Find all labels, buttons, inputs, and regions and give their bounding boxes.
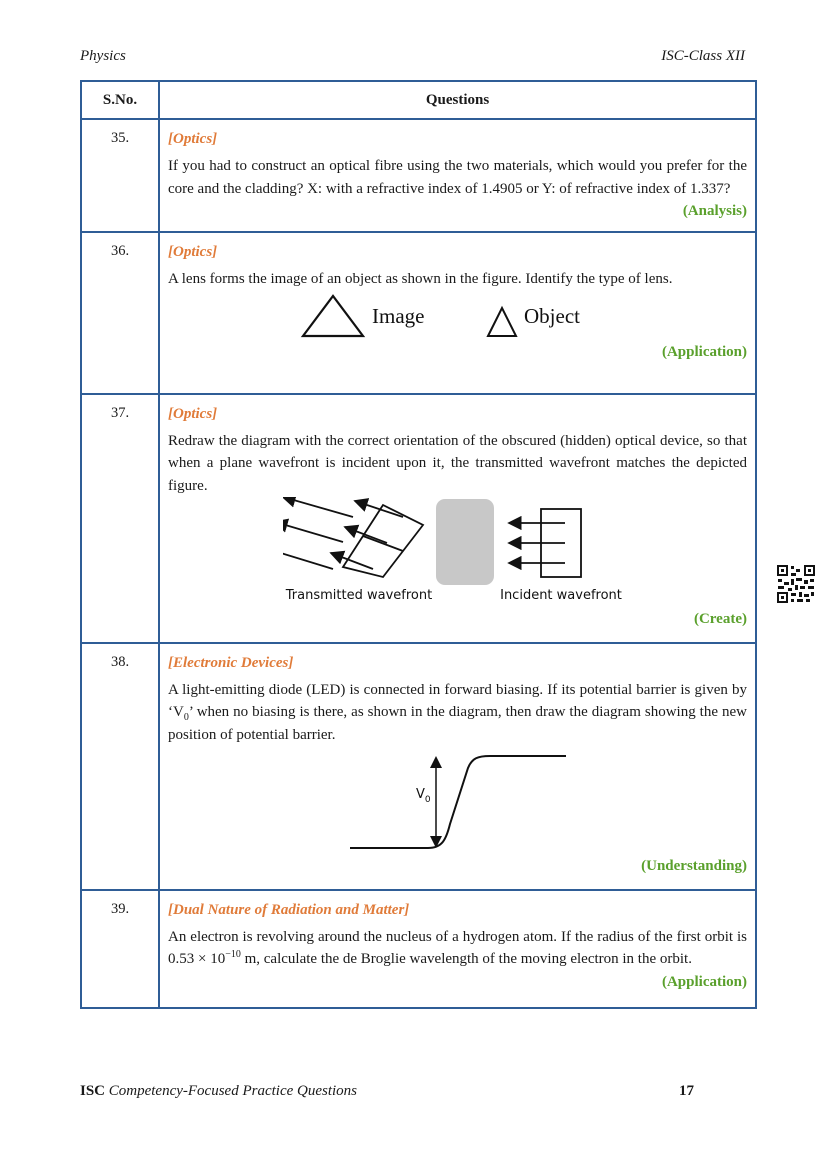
page-number: 17 [679,1083,694,1099]
question-text: Redraw the diagram with the correct orientation of the obscured (hidden) optical device, so that when a plane wavefront is incident upon it, the transmitted wavefront matches the depicted figure. [168,432,747,494]
col-questions-header: Questions [159,81,756,119]
footer-title [80,1083,357,1100]
incident-wavefront [509,509,581,577]
hidden-device [436,499,494,585]
table-row [81,890,756,1008]
table-row [81,232,756,394]
barrier-curve [350,756,566,848]
bloom-level: (Analysis) [682,203,747,219]
superscript: −10 [225,949,241,960]
questions-table [80,80,757,1009]
footer-brand: ISC [80,1083,106,1099]
question-topic: [Optics] [168,243,218,260]
table-header-row [81,81,756,119]
v0-label: $V_0$ [416,787,431,805]
question-topic: [Optics] [168,405,218,422]
question-cell [159,119,756,232]
question-number: 39. [81,890,159,1008]
question-cell [159,890,756,1008]
question-text: A lens forms the image of an object as shown in the figure. Identify the type of lens. [168,270,673,287]
question-text-part: m, calculate the de Broglie wavelength of the moving electron in the orbit. [240,951,692,967]
question-cell [159,394,756,643]
question-number: 38. [81,643,159,890]
question-text-content: If you had to construct an optical fibre using the two materials, which would you prefer for the core and the cladding? X: with a refractive index of 1.4905 or Y: of refractive index of 1.337? [168,158,747,197]
potential-barrier-figure [346,752,576,856]
lens-figure [298,290,618,342]
image-label: Image [371,304,424,328]
transmitted-wavefront [283,497,423,577]
object-label: Object [523,304,580,328]
bloom-level: (Application) [661,344,747,360]
question-text [168,679,747,747]
header-class: ISC-Class XII [661,48,745,64]
image-triangle [303,296,363,336]
subscript: 0 [183,712,189,723]
question-cell [159,643,756,890]
table-row [81,119,756,232]
question-text [168,155,747,219]
table-row [81,394,756,643]
question-number: 36. [81,232,159,394]
wavefront-figure [283,497,633,603]
bloom-level: (Understanding) [641,858,747,874]
qr-code-icon[interactable] [776,564,816,604]
question-text-part: ’ when no biasing is there, as shown in the diagram, then draw the diagram showing the new position of potential barrier. [168,704,747,743]
object-triangle [488,308,516,336]
footer-subtitle: Competency-Focused Practice Questions [108,1083,358,1099]
col-sno-header: S.No. [81,81,159,119]
question-cell [159,232,756,394]
table-row [81,643,756,890]
question-number: 37. [81,394,159,643]
question-topic: [Optics] [168,131,218,147]
header-subject: Physics [80,48,126,64]
bloom-level: (Create) [693,611,747,627]
bloom-level: (Application) [661,973,747,990]
question-text-part: An electron is revolving around the nucleus of a hydrogen atom. If the radius of the first orbit is 0.53 × 10 [168,928,747,967]
question-number: 35. [81,119,159,232]
transmitted-label: Transmitted wavefront [285,588,432,603]
question-topic: [Dual Nature of Radiation and Matter] [168,901,410,918]
question-text [168,926,747,990]
transmitted-arrows [331,501,403,569]
incident-label: Incident wavefront [499,588,622,603]
question-text-part: A light-emitting diode (LED) is connected in forward biasing. If its potential barrier is given by ‘V [168,681,747,720]
question-topic: [Electronic Devices] [168,654,294,671]
